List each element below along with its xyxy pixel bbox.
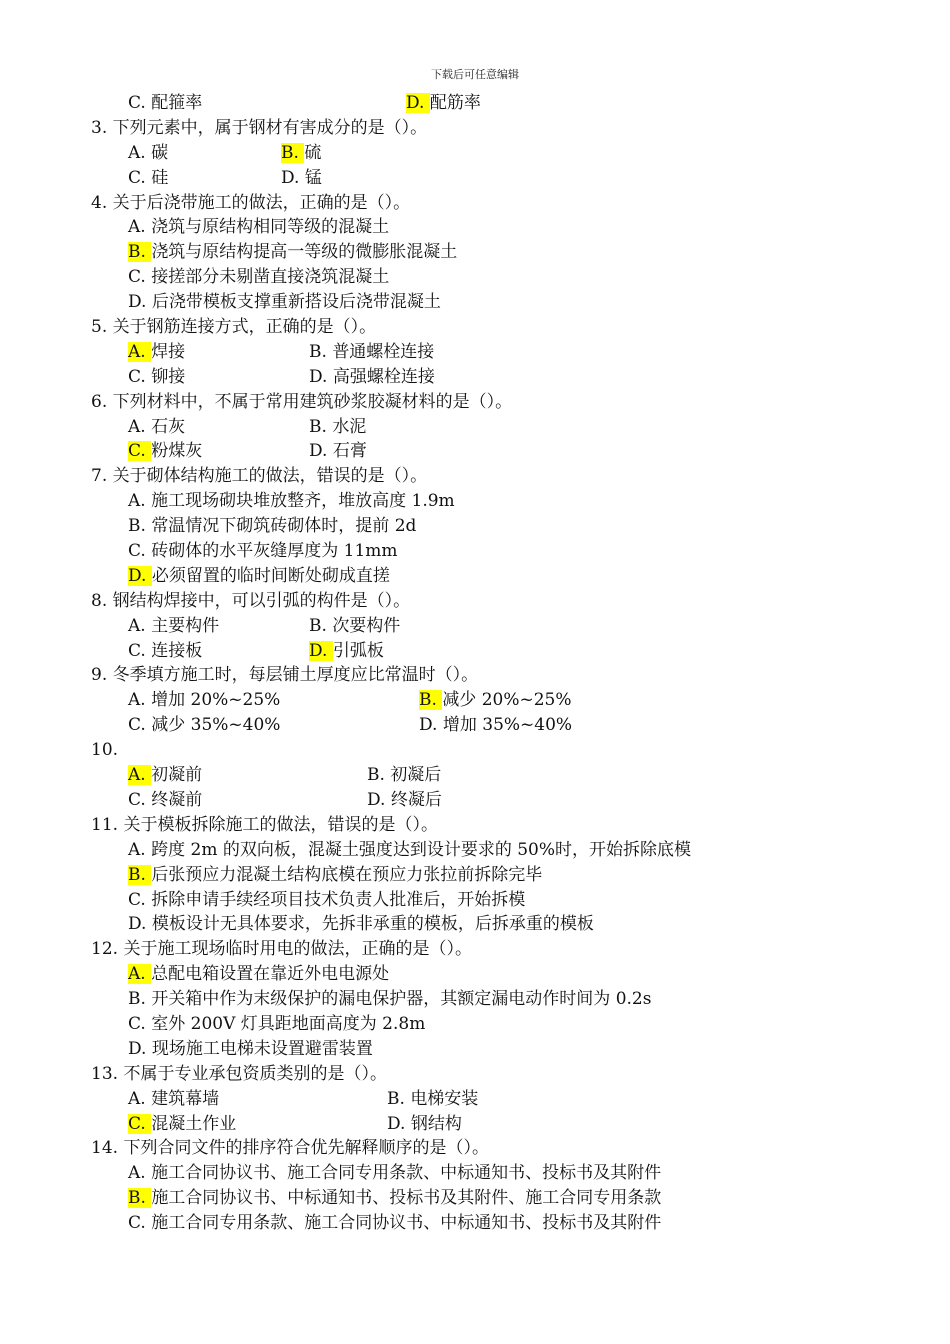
option-A: A. 碳 xyxy=(128,142,169,163)
option-A: A. 施工合同协议书、施工合同专用条款、中标通知书、投标书及其附件 xyxy=(128,1163,662,1184)
option-text: 总配电箱设置在靠近外电电源处 xyxy=(151,964,390,985)
option-text: 水泥 xyxy=(332,416,367,437)
option-text: 浇筑与原结构相同等级的混凝土 xyxy=(151,217,390,238)
option-D: D. 高强螺栓连接 xyxy=(309,366,435,387)
option-A: A. 施工现场砌块堆放整齐，堆放高度 1.9m xyxy=(128,491,455,512)
option-text: 硫 xyxy=(304,142,322,163)
option-line xyxy=(91,415,910,440)
option-B xyxy=(281,141,321,166)
option-letter: C xyxy=(128,267,141,288)
document-body xyxy=(91,91,910,1236)
option-line xyxy=(91,340,910,365)
option-text: 浇筑与原结构提高一等级的微膨胀混凝土 xyxy=(151,242,458,263)
answer-highlight: B. xyxy=(128,864,152,885)
option-letter: D xyxy=(367,789,381,810)
option-B xyxy=(128,1186,661,1211)
option-D: D. 增加 35%~40% xyxy=(419,715,573,736)
option-B xyxy=(128,240,457,265)
answer-highlight: C. xyxy=(128,441,152,462)
option-letter: B xyxy=(419,690,432,711)
option-letter: B xyxy=(387,1088,400,1109)
option-text: 锰 xyxy=(304,167,322,188)
option-text: 必须留置的临时间断处砌成直搓 xyxy=(151,565,390,586)
option-line xyxy=(91,912,910,937)
option-D: D. 钢结构 xyxy=(387,1113,462,1134)
option-line xyxy=(91,614,910,639)
option-text: 后浇带模板支撑重新搭设后浇带混凝土 xyxy=(151,292,441,313)
option-line xyxy=(91,166,910,191)
question-line: 12. 关于施工现场临时用电的做法，正确的是（）。 xyxy=(91,939,472,960)
answer-highlight: C. xyxy=(128,1113,152,1134)
option-letter: B xyxy=(128,864,141,885)
option-letter: D xyxy=(419,715,433,736)
option-letter: C xyxy=(128,715,141,736)
answer-highlight: D. xyxy=(128,565,152,586)
option-line xyxy=(91,639,910,664)
option-text: 建筑幕墙 xyxy=(151,1088,220,1109)
option-line xyxy=(91,888,910,913)
question-line: 3. 下列元素中，属于钢材有害成分的是（）。 xyxy=(91,117,428,138)
option-A: A. 增加 20%~25% xyxy=(128,690,281,711)
option-letter: A xyxy=(128,491,141,512)
option-text: 施工合同协议书、中标通知书、投标书及其附件、施工合同专用条款 xyxy=(151,1188,662,1209)
option-line xyxy=(91,763,910,788)
option-text: 模板设计无具体要求，先拆非承重的模板，后拆承重的模板 xyxy=(151,914,594,935)
option-D xyxy=(406,91,481,116)
option-letter: B xyxy=(281,142,294,163)
option-line xyxy=(91,290,910,315)
option-line xyxy=(91,1112,910,1137)
option-text: 施工合同协议书、施工合同专用条款、中标通知书、投标书及其附件 xyxy=(151,1163,662,1184)
option-text: 配箍率 xyxy=(151,93,203,113)
option-text: 钢结构 xyxy=(410,1113,462,1134)
option-text: 石膏 xyxy=(332,441,367,462)
option-line xyxy=(91,863,910,888)
option-B: B. 初凝后 xyxy=(367,765,442,786)
option-letter: C xyxy=(128,366,141,387)
option-line xyxy=(91,1087,910,1112)
page-header: 下载后可任意编辑 xyxy=(431,68,519,81)
question-line: 8. 钢结构焊接中，可以引弧的构件是（）。 xyxy=(91,590,411,611)
option-letter: B xyxy=(367,765,380,786)
option-text: 次要构件 xyxy=(332,615,401,636)
option-letter: B xyxy=(128,242,141,263)
option-letter: C xyxy=(128,1213,141,1234)
option-D: D. 模板设计无具体要求，先拆非承重的模板，后拆承重的模板 xyxy=(128,914,594,935)
option-letter: B xyxy=(128,516,141,537)
option-C xyxy=(128,439,202,464)
question-line: 9. 冬季填方施工时，每层铺土厚度应比常温时（）。 xyxy=(91,665,479,686)
option-line xyxy=(91,215,910,240)
option-A: A. 主要构件 xyxy=(128,615,220,636)
option-letter: D xyxy=(281,167,295,188)
option-C: C. 施工合同专用条款、施工合同协议书、中标通知书、投标书及其附件 xyxy=(128,1213,662,1234)
question-line: 4. 关于后浇带施工的做法，正确的是（）。 xyxy=(91,192,411,213)
option-line xyxy=(91,539,910,564)
question-line: 6. 下列材料中，不属于常用建筑砂浆胶凝材料的是（）。 xyxy=(91,391,513,412)
option-text: 室外 200V 灯具距地面高度为 2.8m xyxy=(151,1013,426,1034)
option-letter: B xyxy=(309,615,322,636)
option-letter: A xyxy=(128,142,141,163)
option-D: D. 终凝后 xyxy=(367,789,442,810)
option-text: 主要构件 xyxy=(151,615,220,636)
option-letter: D xyxy=(128,1038,142,1059)
option-text: 初凝前 xyxy=(151,765,203,786)
option-line xyxy=(91,439,910,464)
option-text: 混凝土作业 xyxy=(151,1113,237,1134)
option-text: 电梯安装 xyxy=(410,1088,479,1109)
option-C: C. 室外 200V 灯具距地面高度为 2.8m xyxy=(128,1013,426,1034)
option-A xyxy=(128,763,202,788)
option-letter: C xyxy=(128,640,141,661)
option-C xyxy=(128,1112,236,1137)
option-line xyxy=(91,713,910,738)
option-text: 石灰 xyxy=(151,416,186,437)
option-text: 碳 xyxy=(151,142,169,163)
answer-highlight: B. xyxy=(128,242,152,263)
option-text: 拆除申请手续经项目技术负责人批准后，开始拆模 xyxy=(151,889,526,910)
option-line xyxy=(91,564,910,589)
option-text: 现场施工电梯未设置避雷装置 xyxy=(151,1038,373,1059)
option-B: B. 次要构件 xyxy=(309,615,401,636)
option-line xyxy=(91,91,910,116)
option-B: B. 普通螺栓连接 xyxy=(309,341,435,362)
option-letter: C xyxy=(128,1113,141,1134)
option-C: C. 连接板 xyxy=(128,640,203,661)
option-text: 施工现场砌块堆放整齐，堆放高度 1.9m xyxy=(151,491,455,512)
option-letter: A xyxy=(128,341,141,362)
option-B xyxy=(128,863,542,888)
option-letter: C xyxy=(128,1013,141,1034)
option-text: 后张预应力混凝土结构底模在预应力张拉前拆除完毕 xyxy=(151,864,543,885)
option-letter: D xyxy=(128,914,142,935)
answer-highlight: B. xyxy=(281,142,305,163)
answer-highlight: D. xyxy=(309,640,333,661)
option-letter: D xyxy=(309,441,323,462)
option-A: A. 建筑幕墙 xyxy=(128,1088,220,1109)
option-D: D. 石膏 xyxy=(309,441,367,462)
option-text: 减少 20%~25% xyxy=(442,690,572,711)
option-letter: C xyxy=(128,441,141,462)
option-line xyxy=(91,141,910,166)
answer-highlight: A. xyxy=(128,765,152,786)
option-A: A. 跨度 2m 的双向板，混凝土强度达到设计要求的 50%时，开始拆除底模 xyxy=(128,839,692,860)
option-text: 减少 35%~40% xyxy=(151,715,281,736)
option-letter: A xyxy=(128,765,141,786)
option-line xyxy=(91,987,910,1012)
question-line: 14. 下列合同文件的排序符合优先解释顺序的是（）。 xyxy=(91,1138,489,1159)
option-text: 开关箱中作为末级保护的漏电保护器，其额定漏电动作时间为 0.2s xyxy=(151,989,652,1010)
option-text: 连接板 xyxy=(151,640,203,661)
option-letter: A xyxy=(128,690,141,711)
option-A xyxy=(128,962,389,987)
option-C: C. 接搓部分未剔凿直接浇筑混凝土 xyxy=(128,267,390,288)
option-line xyxy=(91,962,910,987)
answer-highlight: B. xyxy=(419,690,443,711)
option-letter: B xyxy=(309,416,322,437)
option-text: 普通螺栓连接 xyxy=(332,341,435,362)
option-text: 终凝后 xyxy=(390,789,442,810)
option-B: B. 电梯安装 xyxy=(387,1088,479,1109)
option-line xyxy=(91,688,910,713)
option-letter: A xyxy=(128,964,141,985)
option-line xyxy=(91,240,910,265)
option-letter: C xyxy=(128,93,141,113)
option-letter: D xyxy=(128,292,142,313)
option-letter: A xyxy=(128,839,141,860)
option-letter: C xyxy=(128,167,141,188)
option-text: 终凝前 xyxy=(151,789,203,810)
option-text: 初凝后 xyxy=(390,765,442,786)
option-text: 引弧板 xyxy=(332,640,384,661)
option-letter: D xyxy=(309,640,323,661)
question-line: 11. 关于模板拆除施工的做法，错误的是（）。 xyxy=(91,814,438,835)
option-line xyxy=(91,1012,910,1037)
question-line: 10. xyxy=(91,740,119,761)
option-C: C. 硅 xyxy=(128,167,169,188)
option-letter: D xyxy=(128,565,142,586)
option-text: 高强螺栓连接 xyxy=(332,366,435,387)
option-B xyxy=(419,688,572,713)
option-A xyxy=(128,340,185,365)
option-C: C. 减少 35%~40% xyxy=(128,715,281,736)
option-line xyxy=(91,838,910,863)
option-text: 铆接 xyxy=(151,366,186,387)
option-line xyxy=(91,788,910,813)
option-letter: A xyxy=(128,416,141,437)
option-D: D. 现场施工电梯未设置避雷装置 xyxy=(128,1038,373,1059)
option-letter: D xyxy=(406,93,420,113)
option-A: A. 石灰 xyxy=(128,416,186,437)
option-C: C. 终凝前 xyxy=(128,789,203,810)
option-text: 施工合同专用条款、施工合同协议书、中标通知书、投标书及其附件 xyxy=(151,1213,662,1234)
option-letter: A xyxy=(128,217,141,238)
option-letter: A xyxy=(128,615,141,636)
option-line xyxy=(91,1037,910,1062)
answer-highlight: A. xyxy=(128,341,152,362)
option-line xyxy=(91,514,910,539)
option-text: 配筋率 xyxy=(429,93,481,113)
option-text: 增加 20%~25% xyxy=(151,690,281,711)
option-text: 接搓部分未剔凿直接浇筑混凝土 xyxy=(151,267,390,288)
option-B: B. 常温情况下砌筑砖砌体时，提前 2d xyxy=(128,516,417,537)
option-text: 粉煤灰 xyxy=(151,441,203,462)
option-text: 增加 35%~40% xyxy=(442,715,573,736)
option-letter: C xyxy=(128,541,141,562)
option-line xyxy=(91,1211,910,1236)
question-line: 13. 不属于专业承包资质类别的是（）。 xyxy=(91,1063,387,1084)
option-letter: B xyxy=(128,989,141,1010)
option-letter: D xyxy=(387,1113,401,1134)
answer-highlight: B. xyxy=(128,1188,152,1209)
option-line xyxy=(91,1161,910,1186)
option-letter: B xyxy=(128,1188,141,1209)
option-text: 跨度 2m 的双向板，混凝土强度达到设计要求的 50%时，开始拆除底模 xyxy=(151,839,692,860)
option-C: C. 拆除申请手续经项目技术负责人批准后，开始拆模 xyxy=(128,889,526,910)
option-C: C. 铆接 xyxy=(128,366,186,387)
option-text: 焊接 xyxy=(151,341,186,362)
option-B: B. 水泥 xyxy=(309,416,367,437)
option-D: D. 后浇带模板支撑重新搭设后浇带混凝土 xyxy=(128,292,441,313)
option-C: C. 砖砌体的水平灰缝厚度为 11mm xyxy=(128,541,398,562)
option-letter: A xyxy=(128,1163,141,1184)
option-letter: C xyxy=(128,789,141,810)
option-line xyxy=(91,365,910,390)
question-line: 7. 关于砌体结构施工的做法，错误的是（）。 xyxy=(91,466,428,487)
option-text: 砖砌体的水平灰缝厚度为 11mm xyxy=(151,541,398,562)
option-D: D. 锰 xyxy=(281,167,322,188)
option-B: B. 开关箱中作为末级保护的漏电保护器，其额定漏电动作时间为 0.2s xyxy=(128,989,652,1010)
option-letter: B xyxy=(309,341,322,362)
option-letter: C xyxy=(128,889,141,910)
option-C: C. 配箍率 xyxy=(128,93,203,113)
option-text: 常温情况下砌筑砖砌体时，提前 2d xyxy=(151,516,417,537)
answer-highlight: D. xyxy=(406,93,430,113)
option-D xyxy=(309,639,384,664)
option-line xyxy=(91,1186,910,1211)
option-line xyxy=(91,265,910,290)
option-A: A. 浇筑与原结构相同等级的混凝土 xyxy=(128,217,390,238)
answer-highlight: A. xyxy=(128,964,152,985)
option-D xyxy=(128,564,390,589)
option-letter: A xyxy=(128,1088,141,1109)
option-text: 硅 xyxy=(151,167,169,188)
option-letter: D xyxy=(309,366,323,387)
option-line xyxy=(91,489,910,514)
question-line: 5. 关于钢筋连接方式，正确的是（）。 xyxy=(91,317,377,338)
